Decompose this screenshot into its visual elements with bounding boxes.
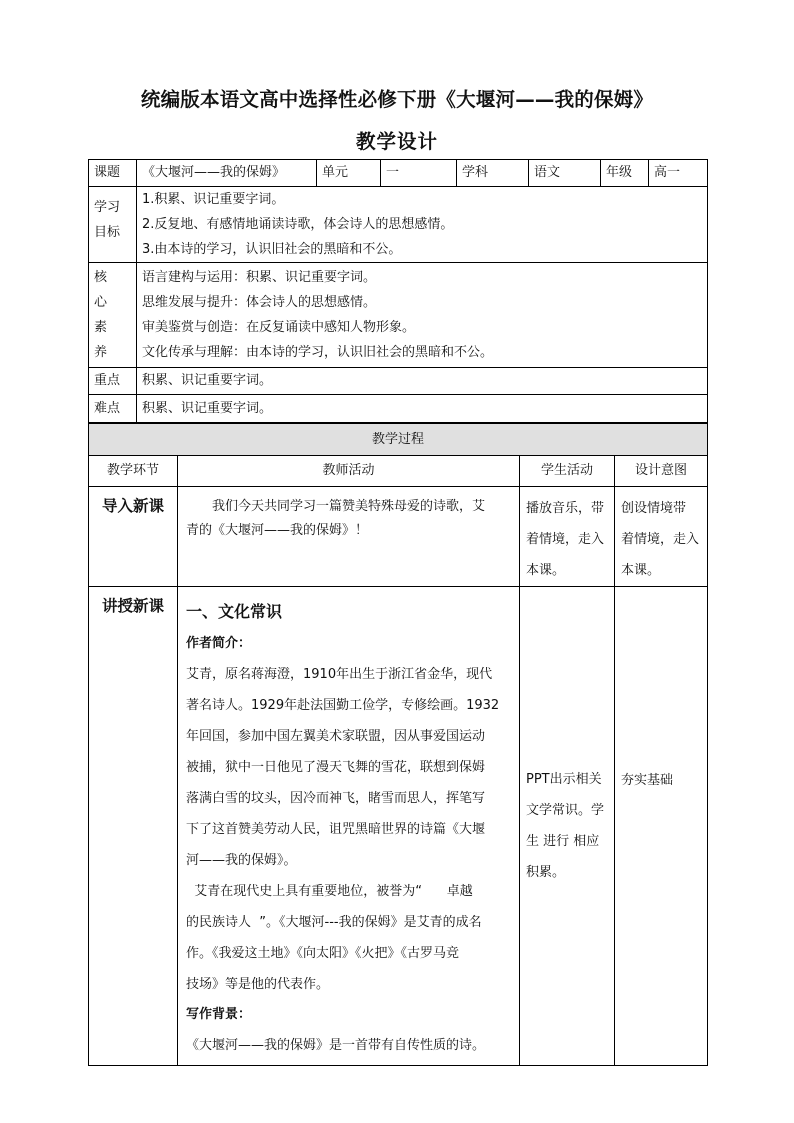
author-line: 年回国，参加中国左翼美术家联盟，因从事爱国运动 [186,729,486,744]
objective-item: 3.由本诗的学习，认识旧社会的黑暗和不公。 [142,242,402,257]
lecture-student: PPT出示相关 文学常识。学 生 进行 相应 积累。 [520,587,615,1066]
author-line: 著名诗人。1929年赴法国勤工俭学，专修绘画。1932 [186,698,500,713]
core-literacy-label: 核 心 素 养 [89,263,137,368]
subject-label: 学科 [457,160,529,187]
intro-row [89,487,708,587]
document-subtitle: 教学设计 [355,130,438,153]
key-point-label: 重点 [89,368,137,395]
background-heading: 写作背景： [186,1007,252,1022]
topic-value: 《大堰河——我的保姆》 [137,160,317,187]
author-line: 作。《我爱这土地》《向太阳》《火把》《古罗马竞 [186,946,460,961]
info-table [88,159,708,423]
grade-label: 年级 [601,160,649,187]
process-header: 教学过程 [89,424,708,456]
author-line: 被捕，狱中一日他见了漫天飞舞的雪花，联想到保姆 [186,760,486,775]
topic-label: 课题 [89,160,137,187]
author-line: 技场》等是他的代表作。 [186,977,330,992]
author-line: 落满白雪的坟头，因冷而神飞，睹雪而思人，挥笔写 [186,791,486,806]
column-teacher: 教师活动 [178,456,520,487]
unit-value: 一 [381,160,457,187]
author-line: 的民族诗人 ”。《大堰河---我的保姆》是艾青的成名 [186,915,482,930]
author-line: 河——我的保姆》。 [186,853,297,868]
subject-value: 语文 [529,160,601,187]
core-literacy-row [89,263,708,368]
lecture-stage: 讲授新课 [89,587,178,1066]
author-line: 艾青，原名蒋海澄，1910年出生于浙江省金华，现代 [186,667,493,682]
column-student: 学生活动 [520,456,615,487]
author-line: 艾青在现代史上具有重要地位，被誉为“ 卓越 [186,884,473,899]
difficulty-value: 积累、识记重要字词。 [137,395,708,423]
author-heading: 作者简介： [186,636,252,651]
info-row [89,160,708,187]
core-item: 审美鉴赏与创造：在反复诵读中感知人物形象。 [142,320,416,335]
core-item: 思维发展与提升：体会诗人的思想感情。 [142,295,377,310]
core-literacy-list [137,263,708,368]
key-point-row [89,368,708,395]
process-header-row [89,424,708,456]
objectives-list [137,187,708,263]
grade-value: 高一 [649,160,708,187]
objectives-row [89,187,708,263]
background-line: 《大堰河——我的保姆》是一首带有自传性质的诗。 [186,1038,486,1053]
key-point-value: 积累、识记重要字词。 [137,368,708,395]
core-item: 文化传承与理解：由本诗的学习，认识旧社会的黑暗和不公。 [142,345,494,360]
author-line: 下了这首赞美劳动人民，诅咒黑暗世界的诗篇《大堰 [186,822,486,837]
process-table [88,423,708,1066]
intro-student: 播放音乐，带 着情境，走入 本课。 [520,487,615,587]
lecture-row [89,587,708,1066]
objective-item: 1.积累、识记重要字词。 [142,192,285,207]
intro-design: 创设情境带 着情境，走入 本课。 [615,487,708,587]
objectives-label: 学习 目标 [89,187,137,263]
lecture-design: 夯实基础 [615,587,708,1066]
core-item: 语言建构与运用：积累、识记重要字词。 [142,270,377,285]
objective-item: 2.反复地、有感情地诵读诗歌，体会诗人的思想感情。 [142,217,454,232]
column-design: 设计意图 [615,456,708,487]
unit-label: 单元 [317,160,381,187]
document-title: 统编版本语文高中选择性必修下册《大堰河——我的保姆》 [140,88,654,111]
intro-teacher: 我们今天共同学习一篇赞美特殊母爱的诗歌，艾 青的《大堰河——我的保姆》！ [178,487,520,587]
intro-stage: 导入新课 [89,487,178,587]
difficulty-row [89,395,708,423]
column-stage: 教学环节 [89,456,178,487]
lecture-teacher [178,587,520,1066]
difficulty-label: 难点 [89,395,137,423]
process-columns-row [89,456,708,487]
section-title: 一、文化常识 [186,602,283,621]
